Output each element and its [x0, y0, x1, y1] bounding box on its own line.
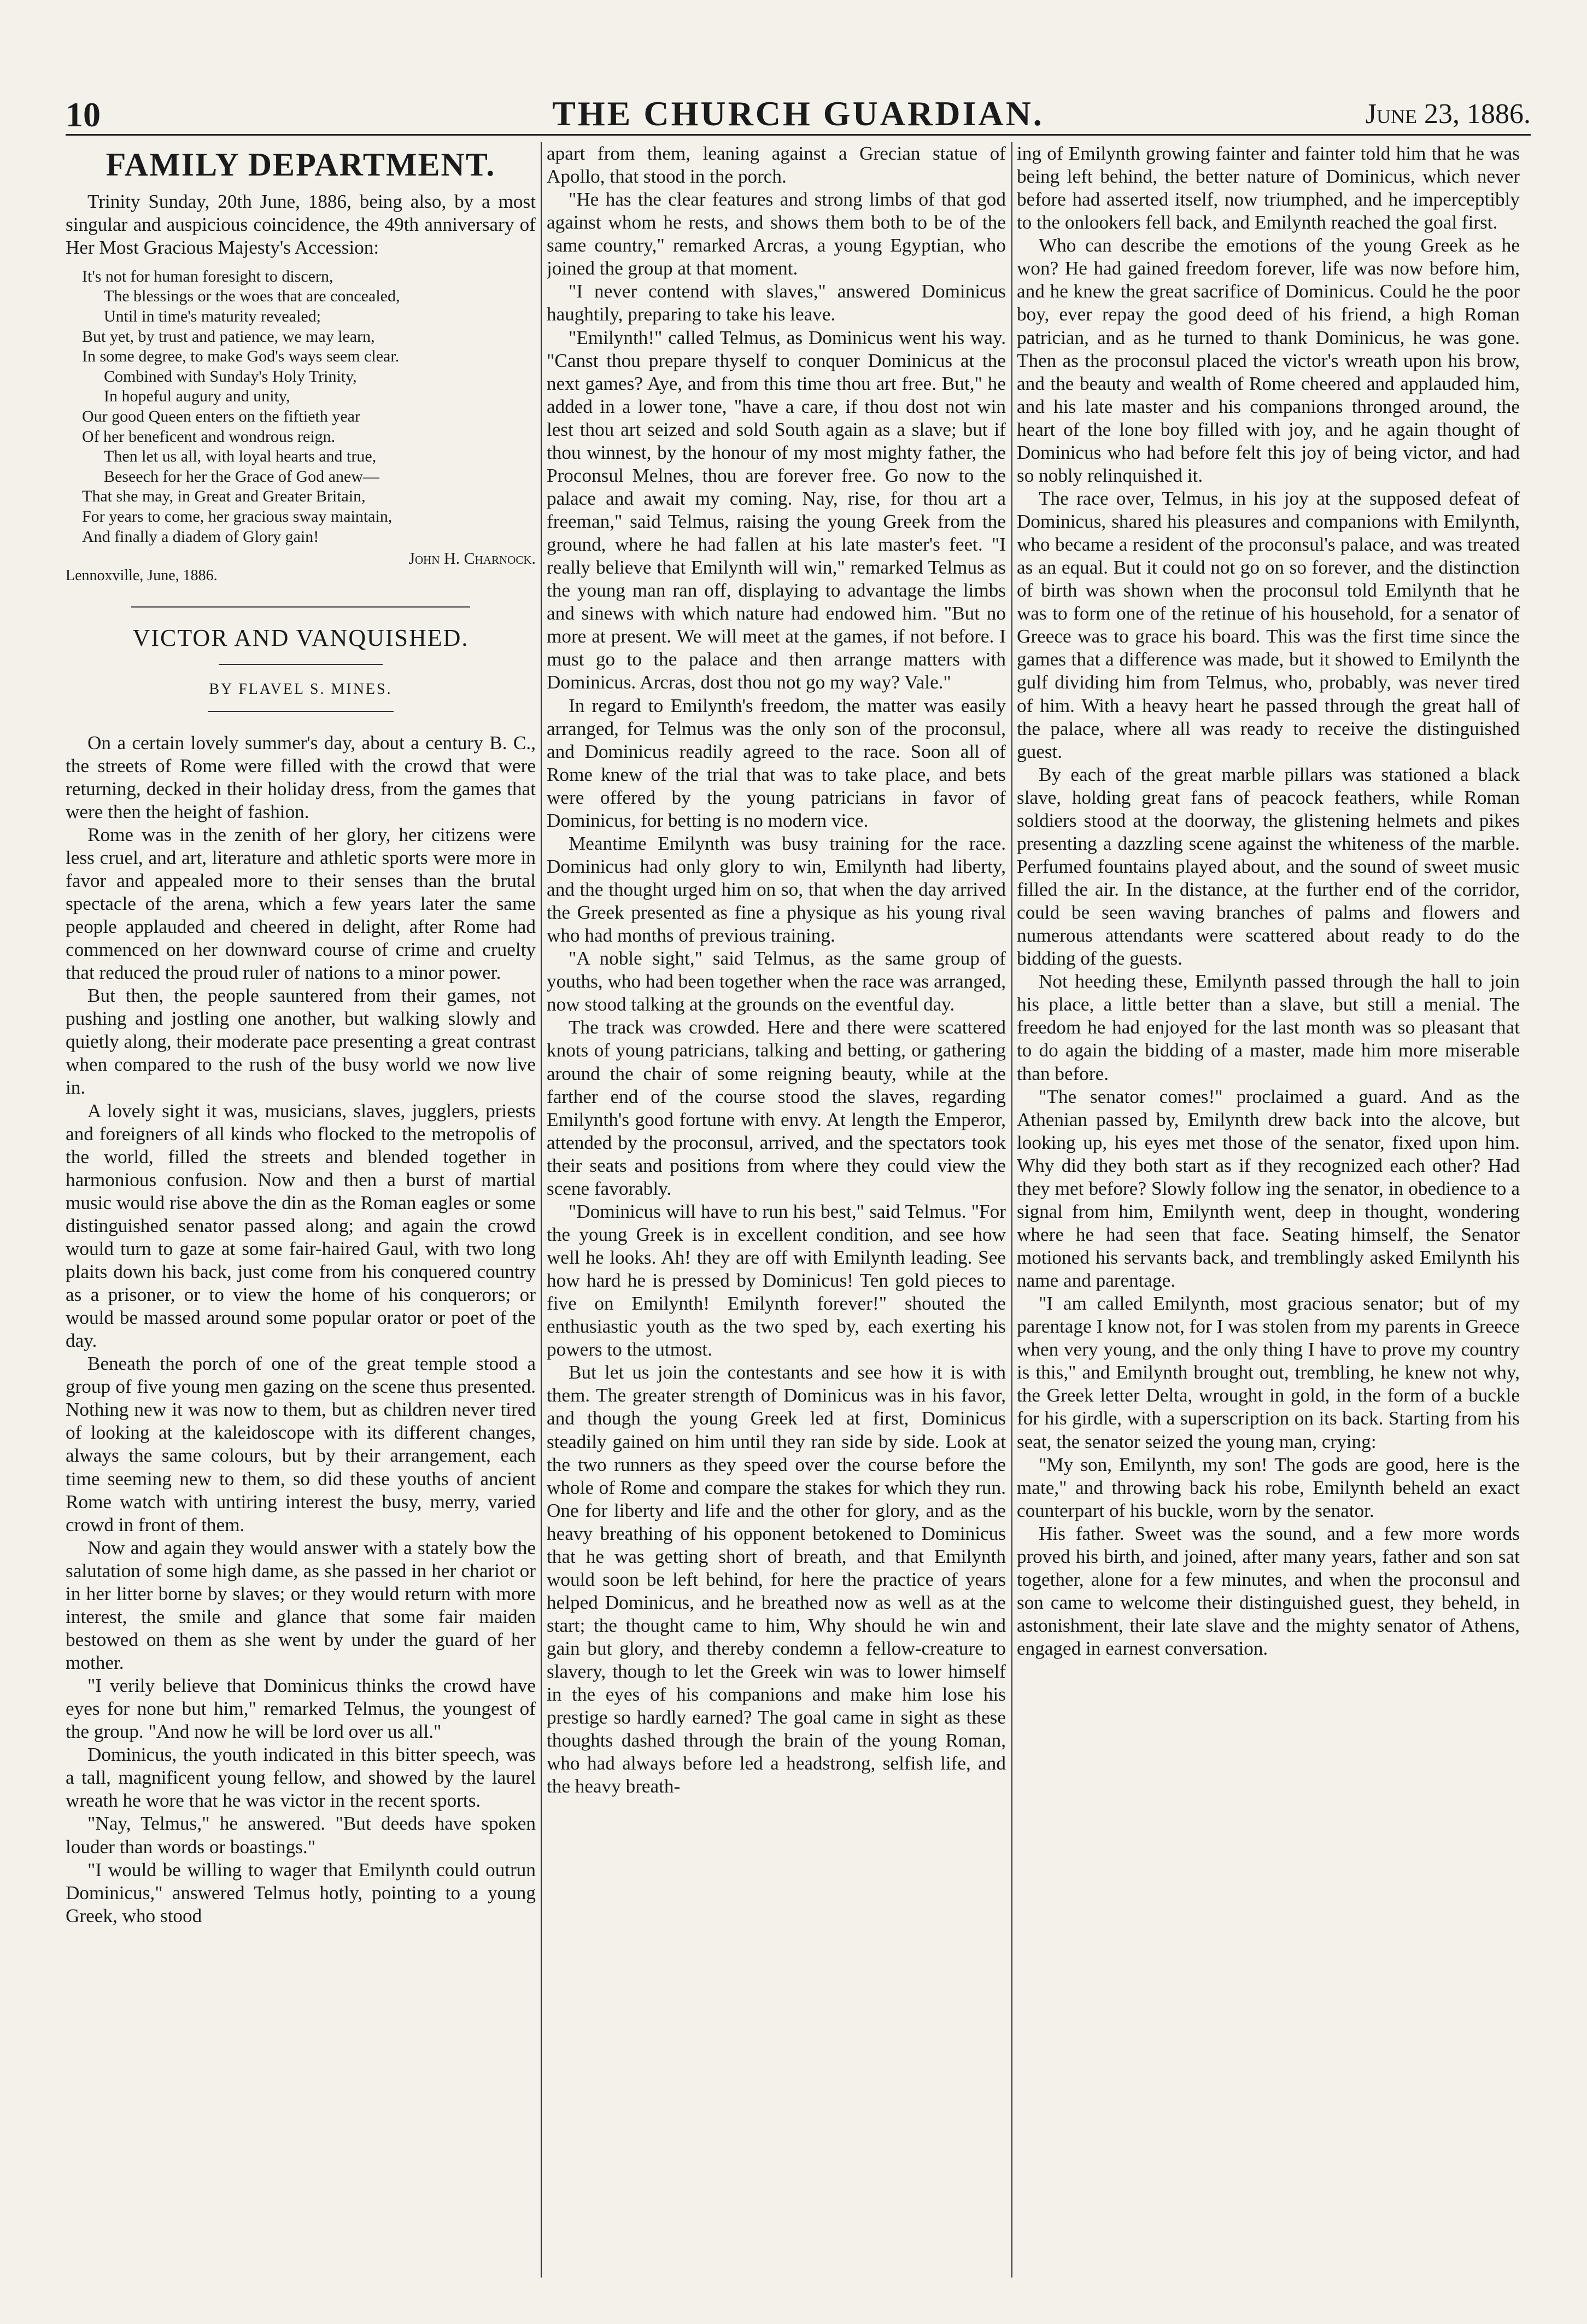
story-paragraph: By each of the great marble pillars was stationed a black slave, holding great fans of peacock feathers, while Roman soldiers stood at the doorway, the glistening helmets and pikes presenting a dazzling scene against the whiteness of the marble. Perfumed fountains played about, and the sound of sweet music filled the air. In the distance, at the further end of the corridor, could be seen waving branches of palms and flowers and numerous attendants were scattered about ready to do the bidding of the guests. [1017, 763, 1520, 970]
story-paragraph: His father. Sweet was the sound, and a few more words proved his birth, and joined, after many years, father and son sat together, alone for a few minutes, and when the proconsul and son came to welcome their distinguished guest, they beheld, in astonishment, their late slave and the mighty senator of Athens, engaged in earnest conversation. [1017, 1522, 1520, 1660]
column-1 [66, 142, 536, 2278]
poem-line: It's not for human foresight to discern, [82, 267, 333, 285]
poem-line: The blessings or the woes that are concealed, [104, 287, 400, 306]
column-2 [547, 142, 1006, 2278]
story-paragraph: "Nay, Telmus," he answered. "But deeds have spoken louder than words or boastings." [66, 1813, 536, 1858]
story-paragraph: In regard to Emilynth's freedom, the matter was easily arranged, for Telmus was the only son of the proconsul, and Dominicus readily agreed to the race. Soon all of Rome knew of the trial that was to take place, and bets were offered by the young patricians in favor of Dominicus, for betting is no modern vice. [547, 694, 1006, 831]
poem-line: Then let us all, with loyal hearts and true, [104, 447, 377, 466]
paper-title: THE CHURCH GUARDIAN. [552, 94, 1044, 133]
poem-line: In hopeful augury and unity, [104, 387, 290, 406]
poem-line: Until in time's maturity revealed; [104, 307, 321, 326]
poem-place-date: Lennoxville, June, 1886. [66, 567, 218, 585]
story-paragraph: "I would be willing to wager that Emilynth could outrun Dominicus," answered Telmus hotly, pointing to a young Greek, who stood [66, 1859, 536, 1926]
story-paragraph: "Emilynth!" called Telmus, as Dominicus went his way. "Canst thou prepare thyself to conquer Dominicus at the next games? Aye, and from this time thou art free. But," he added in a lower tone, "have a care, if thou dost not win lest thou art seized and sold South again as a slave; but if thou winnest, by the honour of my most mighty father, the Proconsul Melnes, thou are forever free. Go now to the palace and await my coming. Nay, rise, for thou art a freeman," said Telmus, raising the young Greek from the ground, where he had fallen at his late master's feet. "I really believe that Emilynth will win," remarked Telmus as the young man ran off, displaying to advantage the limbs and sinews with which nature had endowed him. "But no more at present. We will meet at the games, if not before. I must go to the palace and then arrange matters with Dominicus. Arcras, dost thou not go my way? Vale." [547, 326, 1006, 693]
story-paragraph: A lovely sight it was, musicians, slaves, jugglers, priests and foreigners of all kinds who flocked to the metropolis of the world, filled the streets and blended together in harmonious confusion. Now and then a burst of martial music would rise above the din as the Roman eagles or some distinguished senator passed along; and again the crowd would turn to gaze at some fair-haired Gaul, with two long plaits down his back, just come from his conquered country as a prisoner, or to view the home of his conquerors; or would be massed around some popular orator or poet of the day. [66, 1100, 536, 1352]
department-title: FAMILY DEPARTMENT. [106, 147, 496, 183]
story-paragraph: "I verily believe that Dominicus thinks the crowd have eyes for none but him," remarked Telmus, the youngest of the group. "And now he will be lord over us all." [66, 1675, 536, 1743]
column-rule [1011, 142, 1012, 2278]
poem-line: And finally a diadem of Glory gain! [82, 527, 319, 546]
story-paragraph: Rome was in the zenith of her glory, her citizens were less cruel, and art, literature and athletic sports were more in favor and appealed more to their senses than the brutal spectacle of the arena, which a few years later the same people applauded and cheered in delight, after Rome had commenced on her downward course of crime and cruelty that reduced the proud ruler of nations to a minor power. [66, 824, 536, 984]
poem-line: Our good Queen enters on the fiftieth year [82, 407, 360, 426]
story-paragraph: "He has the clear features and strong limbs of that god against whom he rests, and shows them both to be of the same country," remarked Arcras, a young Egyptian, who joined the group at that moment. [547, 189, 1006, 279]
story-paragraph: Meantime Emilynth was busy training for the race. Dominicus had only glory to win, Emilynth had liberty, and the thought urged him on so, that when the day arrived the Greek presented as fine a physique as his young rival who had months of previous training. [547, 832, 1006, 947]
story-paragraph: Beneath the porch of one of the great temple stood a group of five young men gazing on the scene thus presented. Nothing new it was now to them, but as children never tired of looking at the kaleidoscope with its different changes, always the same colours, but by their arrangement, each time seeming new to them, so did these youths of ancient Rome watch with untiring interest the busy, merry, varied crowd in front of them. [66, 1353, 536, 1535]
page-number: 10 [66, 95, 101, 134]
poem [82, 267, 536, 547]
story-paragraph: apart from them, leaning against a Grecian statue of Apollo, that stood in the porch. [547, 143, 1006, 188]
masthead [66, 90, 1531, 136]
byline-rule [208, 711, 394, 712]
story-paragraph: Now and again they would answer with a stately bow the salutation of some high dame, as she passed in her chariot or in her litter borne by slaves; or they would return with more interest, the smile and glance that some fair maiden bestowed on them as she went by under the guard of her mother. [66, 1537, 536, 1674]
section-divider [131, 606, 470, 608]
poem-line: Combined with Sunday's Holy Trinity, [104, 367, 357, 386]
story-paragraph: "A noble sight," said Telmus, as the same group of youths, who had been together when the race was arranged, now stood talking at the grounds on the eventful day. [547, 948, 1006, 1015]
story-title: VICTOR AND VANQUISHED. [132, 624, 469, 652]
story-paragraph: The race over, Telmus, in his joy at the supposed defeat of Dominicus, shared his pleasures and companions with Emilynth, who became a resident of the proconsul's palace, and was treated as an equal. But it could not go on so forever, and the distinction of birth was shown when the proconsul told Emilynth that he was to form one of the retinue of his household, for a senator of Greece was to grace his board. This was the first time since the games that a difference was made, but it showed to Emilynth the gulf dividing him from Telmus, who, probably, was never tired of him. With a heavy heart he passed through the great hall of the palace, where all was ready to receive the distinguished guest. [1017, 487, 1520, 762]
story-paragraph: "Dominicus will have to run his best," said Telmus. "For the young Greek is in excellent condition, and see how well he looks. Ah! they are off with Emilynth leading. See how hard he is pressed by Dominicus! Ten gold pieces to five on Emilynth! Emilynth forever!" shouted the enthusiastic youth as the two sped by, each exerting his powers to the utmost. [547, 1200, 1006, 1360]
poem-line: Beseech for her the Grace of God anew— [104, 467, 379, 486]
story-paragraph: "The senator comes!" proclaimed a guard. And as the Athenian passed by, Emilynth drew back into the alcove, but looking up, his eyes met those of the senator, fixed upon him. Why did they both start as if they recognized each other? Had they met before? Slowly follow ing the senator, in obedience to a signal from him, Emilynth went, deep in thought, wondering where he had seen that face. Seating himself, the Senator motioned his servants back, and tremblingly asked Emilynth his name and parentage. [1017, 1085, 1520, 1292]
story-paragraph: "I am called Emilynth, most gracious senator; but of my parentage I know not, for I was stolen from my parents in Greece when very young, and the only thing I have to prove my country is this," and Emilynth brought out, trembling, he knew not why, the Greek letter Delta, wrought in gold, in the form of a buckle for his girdle, with a superscription on its back. Starting from his seat, the senator seized the young man, crying: [1017, 1293, 1520, 1452]
column-rule [541, 142, 542, 2278]
poem-line: Of her beneficent and wondrous reign. [82, 427, 336, 446]
story-paragraph: Dominicus, the youth indicated in this bitter speech, was a tall, magnificent young fellow, and showed by the laurel wreath he wore that he was victor in the recent sports. [66, 1744, 536, 1812]
story-paragraph: Not heeding these, Emilynth passed through the hall to join his place, a little better than a slave, but still a menial. The freedom he had enjoyed for the last month was so pleasant that to do again the bidding of a master, made him more miserable than before. [1017, 971, 1520, 1084]
story-paragraph: "My son, Emilynth, my son! The gods are good, here is the mate," and throwing back his robe, Emilynth beheld an exact counterpart of his buckle, worn by the senator. [1017, 1453, 1520, 1521]
story-paragraph: "I never contend with slaves," answered Dominicus haughtily, preparing to take his leave. [547, 281, 1006, 325]
poem-signature: John H. Charnock. [408, 550, 536, 568]
poem-line: That she may, in Great and Greater Britain, [82, 487, 366, 506]
story-paragraph: Who can describe the emotions of the young Greek as he won? He had gained freedom forever, life was now before him, and he knew the great sacrifice of Dominicus. Could he the poor boy, ever repay the good deed of his friend, a high Roman patrician, and as he turned to thank Dominicus, he was gone. Then as the proconsul placed the victor's wreath upon his brow, and the beauty and wealth of Rome cheered and applauded him, and his late master and his companions thronged around, the heart of the lone boy filled with joy, and he again thought of Dominicus who had before felt this joy of being victor, and had so nobly relinquished it. [1017, 235, 1520, 486]
story-paragraph: The track was crowded. Here and there were scattered knots of young patricians, talking and betting, or gathering around the chair of some reigning beauty, while at the farther end of the course stood the slaves, regarding Emilynth's good fortune with envy. At length the Emperor, attended by the proconsul, arrived, and the spectators took their seats and positions from where they could view the scene favorably. [547, 1017, 1006, 1199]
story-paragraph: On a certain lovely summer's day, about a century B. C., the streets of Rome were filled with the crowd that were returning, decked in their holiday dress, from the games that were then the height of fashion. [66, 732, 536, 822]
poem-line: For years to come, her gracious sway maintain, [82, 507, 393, 525]
poem-line: In some degree, to make God's ways seem clear. [82, 347, 400, 366]
story-paragraph: But let us join the contestants and see how it is with them. The greater strength of Dominicus was in his favor, and though the young Greek led at first, Dominicus steadily gained on him until they ran side by side. Look at the two runners as they speed over the course before the whole of Rome and compare the stakes for which they run. One for liberty and life and the other for glory, and as the heavy breathing of his opponent betokened to Dominicus that he was getting short of breath, and that Emilynth would soon be left behind, for here the practice of years helped Dominicus, and he breathed now as well as at the start; the thought came to him, Why should he win and gain but glory, and thereby condemn a fellow-creature to slavery, though to let the Greek win was to lower himself in the eyes of his companions and make him lose his prestige so hardly earned? The goal came in sight as these thoughts dashed through the brain of the young Roman, who had always before led a headstrong, selfish life, and the heavy breath- [547, 1362, 1006, 1797]
title-rule [219, 664, 383, 665]
story-paragraph: ing of Emilynth growing fainter and fainter told him that he was being left behind, the better nature of Dominicus, which never before had asserted itself, now triumphed, and he imperceptibly to the onlookers fell back, and Emilynth reached the goal first. [1017, 143, 1520, 233]
story-byline: BY FLAVEL S. MINES. [209, 681, 393, 698]
poem-line: But yet, by trust and patience, we may learn, [82, 327, 375, 346]
column-3 [1017, 142, 1520, 2278]
story-paragraph: But then, the people sauntered from their games, not pushing and jostling one another, but walking slowly and quietly along, their moderate pace presenting a great contrast when compared to the rush of the busy world we now live in. [66, 985, 536, 1099]
department-intro: Trinity Sunday, 20th June, 1886, being also, by a most singular and auspicious coincidence, the 49th anniversary of Her Most Gracious Majesty's Accession: [66, 190, 536, 258]
issue-date: June 23, 1886. [1365, 98, 1531, 130]
